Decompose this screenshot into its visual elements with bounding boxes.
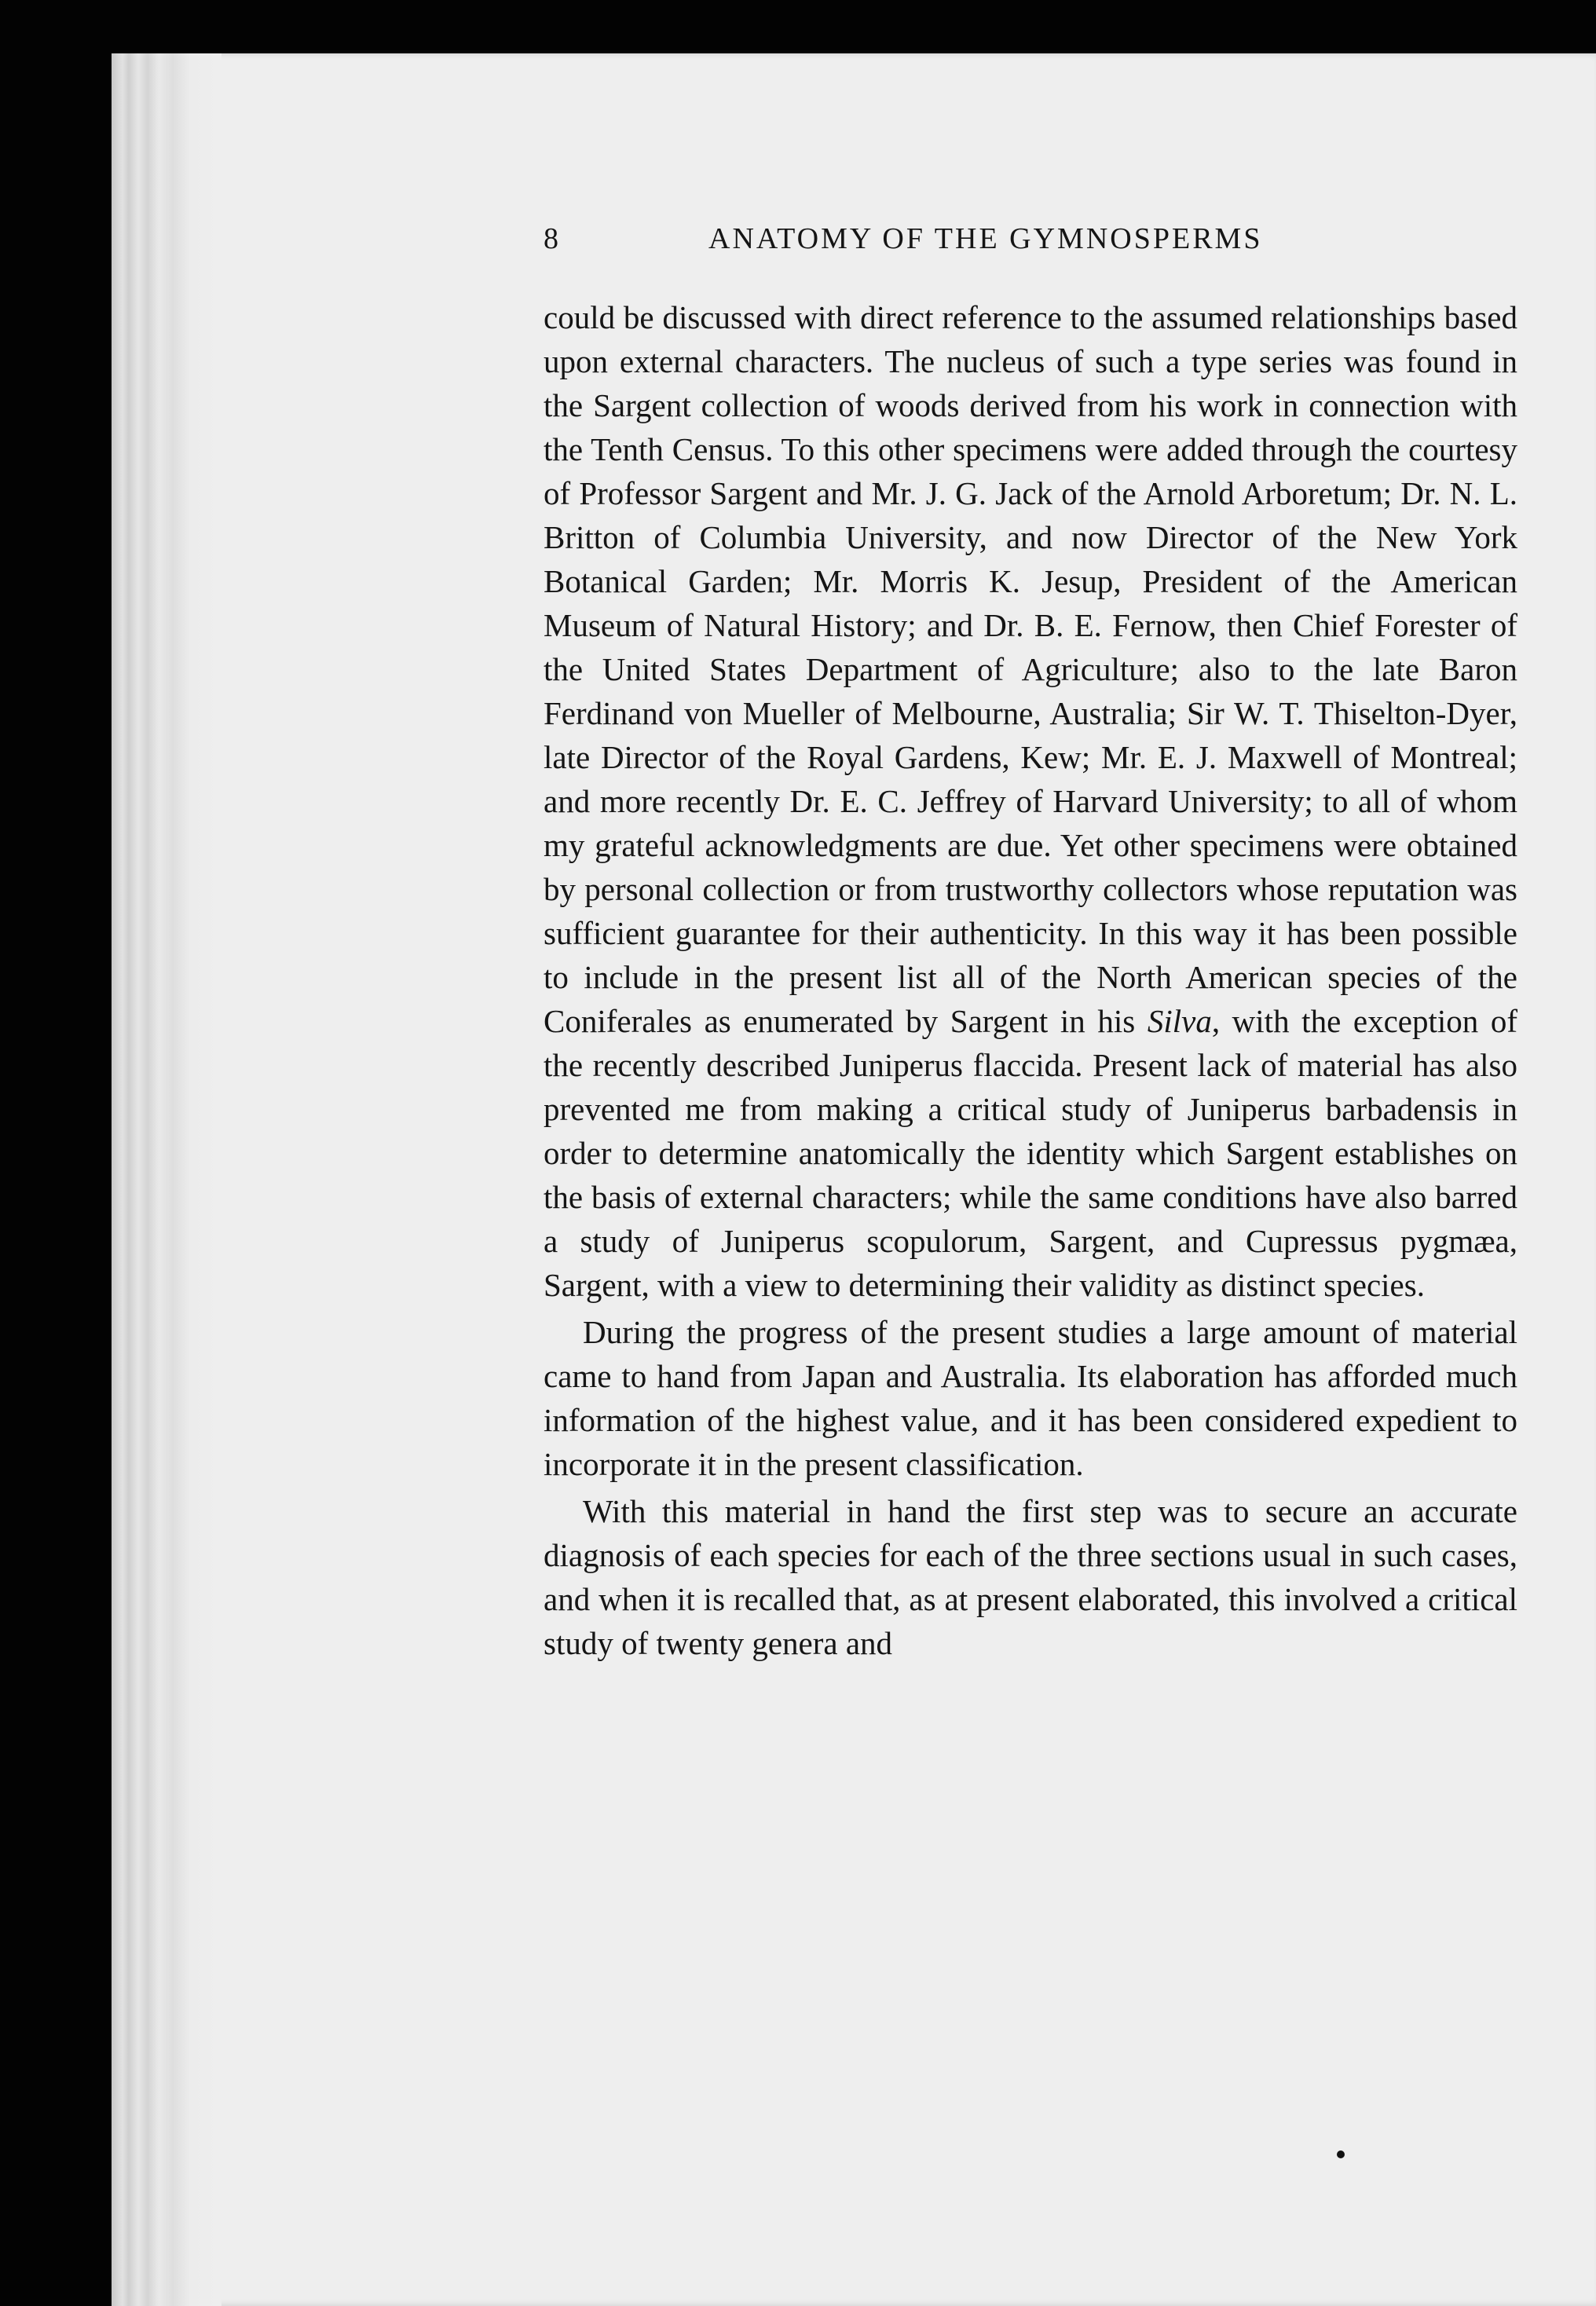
paragraph-3: With this material in hand the first step was to secure an accurate diagnosis of each species for each of the three sections usual in such cases, and when it is recalled that, as at present elaborated, this involved a critical study of twenty genera and	[544, 1493, 1517, 1661]
paragraph-1	[544, 295, 1517, 1307]
page-number: 8	[544, 222, 561, 255]
body-text	[544, 295, 1517, 1665]
running-head	[544, 221, 1517, 269]
paragraph-1-text-b: , with the exception of the recently described Juniperus flaccida. Present lack of material has also prevented me from making a critical study of Juniperus barbadensis in order to determine anatomically the identity which Sargent establishes on the basis of external characters; while the same conditions have also barred a study of Juniperus scopulorum, Sargent, and Cupressus pygmæa, Sargent, with a view to determining their validity as distinct species.	[544, 1003, 1518, 1303]
page-binding-edge	[112, 53, 221, 2306]
paragraph-1-text-a: could be discussed with direct reference to the assumed relationships based upon external characters. The nucleus of such a type series was found in the Sargent collection of woods derived from his work in connection with the Tenth Census. To this other specimens were added through the courtesy of Professor Sargent and Mr. J. G. Jack of the Arnold Arboretum; Dr. N. L. Britton of Columbia University, and now Director of the New York Botanical Garden; Mr. Morris K. Jesup, President of the American Museum of Natural History; and Dr. B. E. Fernow, then Chief Forester of the United States Department of Agriculture; also to the late Baron Ferdinand von Mueller of Melbourne, Australia; Sir W. T. Thiselton-Dyer, late Director of the Royal Gardens, Kew; Mr. E. J. Maxwell of Montreal; and more recently Dr. E. C. Jeffrey of Harvard University; to all of whom my grateful acknowledgments are due. Yet other specimens were obtained by personal collection or from trustworthy collectors whose reputation was sufficient guarantee for their authenticity. In this way it has been possible to include in the present list all of the North American species of the Coniferales as enumerated by Sargent in his	[544, 299, 1517, 1039]
paragraph-1-italic-title: Silva	[1147, 1003, 1212, 1039]
ink-speck	[1337, 2150, 1345, 2158]
running-head-title: ANATOMY OF THE GYMNOSPERMS	[708, 222, 1263, 255]
paragraph-2: During the progress of the present studies a large amount of material came to hand from Japan and Australia. Its elaboration has afforded much information of the highest value, and it has been considered expedient to incorporate it in the present classification.	[544, 1314, 1517, 1482]
page-content	[544, 221, 1517, 1668]
